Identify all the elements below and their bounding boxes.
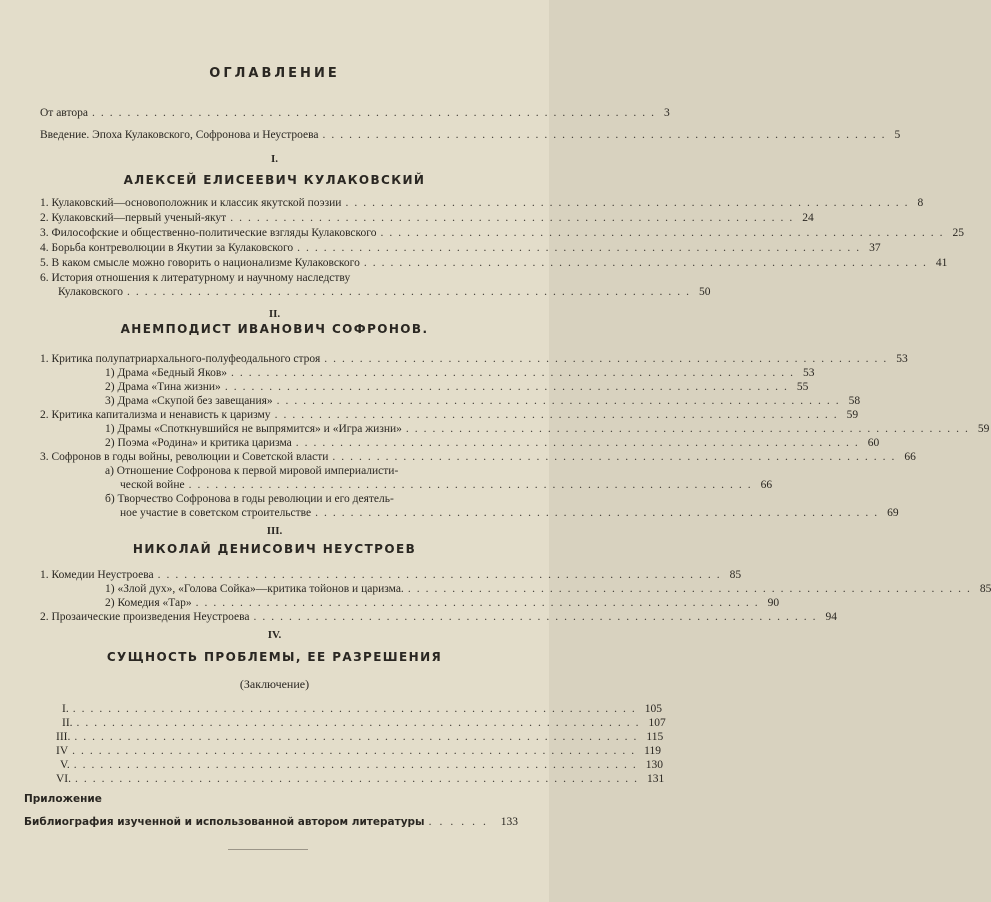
divider bbox=[228, 849, 308, 850]
toc-entry: б) Творчество Софронова в годы революции и его деятель- bbox=[105, 493, 394, 505]
part-number: I. bbox=[270, 153, 279, 165]
toc-entry: I. ................................................................ 105 bbox=[62, 703, 662, 715]
toc-entry: 2. Критика капитализма и ненависть к царизму ................................................................ 59 bbox=[40, 409, 859, 421]
toc-entry: ное участие в советском строительстве ................................................................ 69 bbox=[120, 507, 899, 519]
toc-entry: Введение. Эпоха Кулаковского, Софронова и Неустроева ................................................................ 5 bbox=[40, 129, 901, 141]
part-number: III. bbox=[266, 525, 283, 537]
toc-entry: 4. Борьба контреволюции в Якутии за Кулаковского ................................................................ 37 bbox=[40, 242, 881, 254]
toc-entry: III. ................................................................ 115 bbox=[56, 731, 664, 743]
toc-entry: Кулаковского ................................................................ 50 bbox=[58, 286, 711, 298]
part-title: АНЕМПОДИСТ ИВАНОВИЧ СОФРОНОВ. bbox=[120, 322, 429, 336]
toc-entry: 1) Драмы «Споткнувшийся не выпрямится» и «Игра жизни» ................................................................ 59 bbox=[105, 423, 990, 435]
toc-entry: 1) Драма «Бедный Яков» ................................................................ 53 bbox=[105, 367, 815, 379]
toc-entry: VI. ................................................................ 131 bbox=[56, 773, 665, 785]
toc-entry: 6. История отношения к литературному и научному наследству bbox=[40, 272, 351, 284]
toc-entry: 5. В каком смысле можно говорить о национализме Кулаковского ................................................................ 41 bbox=[40, 257, 948, 269]
toc-entry: ческой войне ................................................................ 66 bbox=[120, 479, 773, 491]
toc-entry: 1) «Злой дух», «Голова Сойка»—критика тойонов и царизма. ................................................................ 85 bbox=[105, 583, 991, 595]
toc-entry: 2) Поэма «Родина» и критика царизма ................................................................ 60 bbox=[105, 437, 880, 449]
toc-entry: IV ................................................................ 119 bbox=[56, 745, 661, 757]
toc-entry: От автора ................................................................ 3 bbox=[40, 107, 670, 119]
toc-entry: 3. Философские и общественно-политические взгляды Кулаковского ................................................................ 25 bbox=[40, 227, 964, 239]
toc-entry: 3) Драма «Скупой без завещания» ................................................................ 58 bbox=[105, 395, 861, 407]
toc-entry: V. ................................................................ 130 bbox=[60, 759, 663, 771]
part-title: СУЩНОСТЬ ПРОБЛЕМЫ, ЕЕ РАЗРЕШЕНИЯ bbox=[106, 650, 443, 664]
part-title: АЛЕКСЕЙ ЕЛИСЕЕВИЧ КУЛАКОВСКИЙ bbox=[123, 173, 426, 187]
toc-entry: 1. Критика полупатриархального-полуфеодального строя ................................................................ 53 bbox=[40, 353, 908, 365]
part-number: II. bbox=[268, 308, 281, 320]
toc-entry: II. ................................................................ 107 bbox=[62, 717, 666, 729]
appendix-label: Приложение bbox=[24, 793, 102, 805]
toc-entry: 3. Софронов в годы войны, революции и Советской власти ................................................................ 66 bbox=[40, 451, 916, 463]
toc-entry: 1. Комедии Неустроева ................................................................ 85 bbox=[40, 569, 742, 581]
page-title: ОГЛАВЛЕНИЕ bbox=[209, 66, 340, 81]
toc-entry: 1. Кулаковский—основоположник и классик якутской поэзии ................................................................ 8 bbox=[40, 197, 924, 209]
toc-entry: 2) Драма «Тина жизни» ................................................................ 55 bbox=[105, 381, 809, 393]
toc-entry: 2. Кулаковский—первый ученый-якут ................................................................ 24 bbox=[40, 212, 814, 224]
toc-entry: Библиография изученной и использованной автором литературы ...... 133 bbox=[24, 816, 518, 828]
toc-entry: 2. Прозаические произведения Неустроева ................................................................ 94 bbox=[40, 611, 837, 623]
toc-entry: 2) Комедия «Тар» ................................................................ 90 bbox=[105, 597, 780, 609]
part-number: IV. bbox=[267, 629, 282, 641]
toc-entry: а) Отношение Софронова к первой мировой империалисти- bbox=[105, 465, 399, 477]
part-subtitle: (Заключение) bbox=[239, 677, 310, 691]
part-title: НИКОЛАЙ ДЕНИСОВИЧ НЕУСТРОЕВ bbox=[132, 542, 417, 556]
